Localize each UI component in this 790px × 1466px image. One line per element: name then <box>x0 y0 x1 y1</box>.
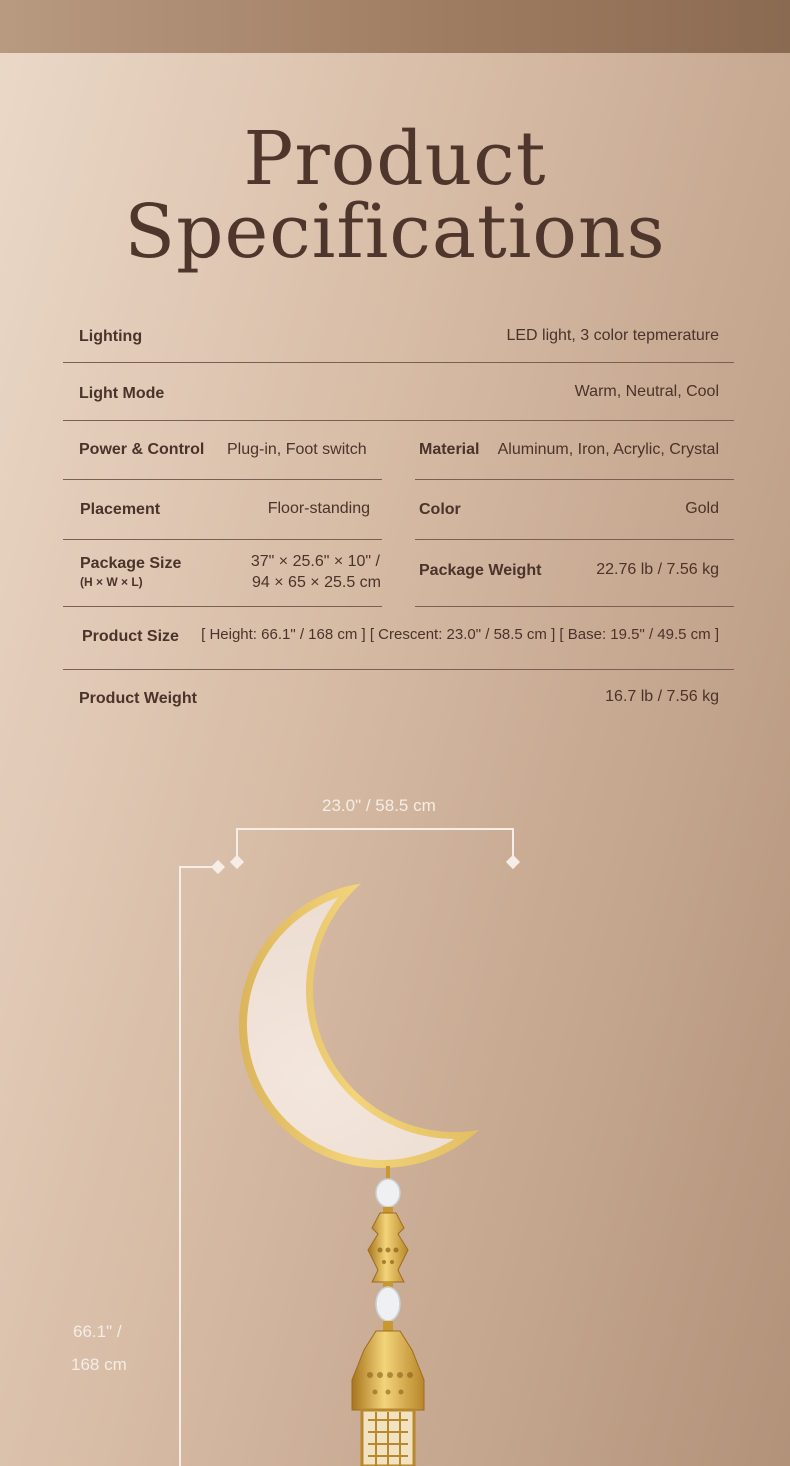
page-title-line2: Specifications <box>124 189 666 275</box>
color-value: Gold <box>685 500 719 517</box>
power-control-value: Plug-in, Foot switch <box>227 441 367 458</box>
placement-label: Placement <box>80 501 161 518</box>
lighting-label: Lighting <box>79 328 143 345</box>
package-size-label: Package Size <box>80 555 182 572</box>
divider <box>63 669 734 670</box>
light-mode-label: Light Mode <box>79 385 165 402</box>
divider <box>63 362 734 363</box>
lighting-value: LED light, 3 color tepmerature <box>506 327 719 344</box>
light-mode-value: Warm, Neutral, Cool <box>574 383 719 400</box>
package-size-sublabel: (H × W × L) <box>80 575 143 589</box>
package-size-value-line1: 37" × 25.6" × 10" / <box>250 553 380 570</box>
power-control-label: Power & Control <box>79 441 205 458</box>
divider <box>63 606 382 607</box>
top-banner <box>0 0 790 53</box>
divider <box>63 420 734 421</box>
material-value: Aluminum, Iron, Acrylic, Crystal <box>497 441 719 458</box>
divider <box>63 539 382 540</box>
page-title-line1: Product <box>243 116 547 202</box>
divider <box>415 606 734 607</box>
placement-value: Floor-standing <box>267 500 370 517</box>
color-label: Color <box>419 501 461 518</box>
lamp-illustration <box>0 760 790 1466</box>
divider <box>415 479 734 480</box>
package-size-value-line2: 94 × 65 × 25.5 cm <box>252 574 381 591</box>
package-weight-label: Package Weight <box>419 562 542 579</box>
package-weight-value: 22.76 lb / 7.56 kg <box>596 561 719 578</box>
product-weight-label: Product Weight <box>79 690 197 707</box>
divider <box>63 479 382 480</box>
product-size-value: [ Height: 66.1" / 168 cm ] [ Crescent: 23.0" / 58.5 cm ] [ Base: 19.5" / 49.5 cm ] <box>201 626 719 643</box>
material-label: Material <box>419 441 480 458</box>
divider <box>415 539 734 540</box>
product-weight-value: 16.7 lb / 7.56 kg <box>605 688 719 705</box>
product-size-label: Product Size <box>82 628 179 645</box>
